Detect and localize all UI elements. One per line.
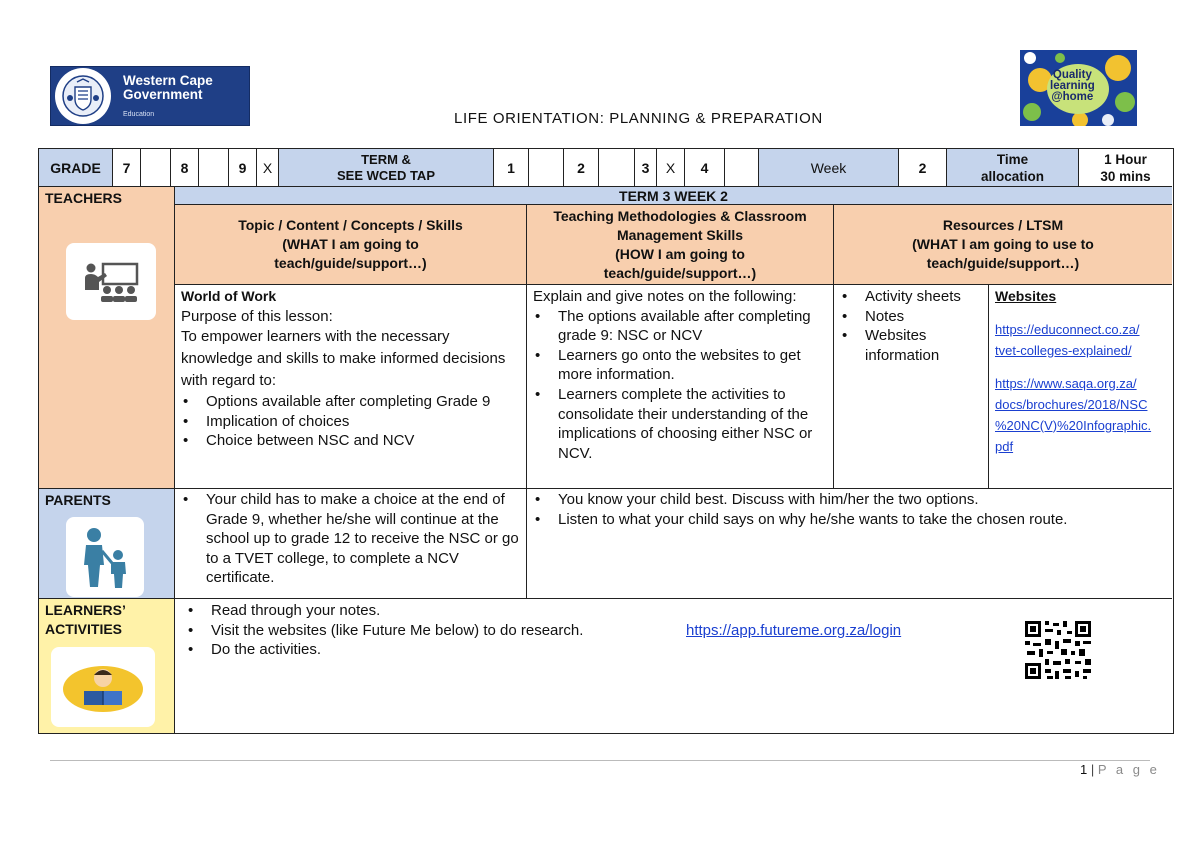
parents-bullet-list-2 [533,490,1166,529]
learners-bullet-list [186,601,1166,660]
saqa-link-line-2: docs/brochures/2018/NSC [995,396,1148,412]
grade-7-mark [141,149,171,187]
resources-header-line-3: teach/guide/support…) [926,255,1080,271]
time-value-line-1: 1 Hour [1104,151,1147,167]
list-item: • Notes [840,307,982,327]
topic-header-line-1: Topic / Content / Concepts / Skills [238,217,463,233]
parents-label: PARENTS [45,492,111,508]
week-value: 2 [899,149,947,187]
week-label: Week [759,149,899,187]
websites-cell [989,285,1172,489]
teachers-label: TEACHERS [45,190,123,206]
list-item: • Do the activities. [186,640,1166,660]
partner-logo-line-2: learning [1050,80,1095,92]
methods-intro: Explain and give notes on the following: [533,288,797,305]
learners-label-line-2: ACTIVITIES [45,621,123,637]
parent-child-icon [66,517,144,597]
list-item: • Your child has to make a choice at the end of Grade 9, whether he/she will continue at the school up to grade 12 to receive the NSC or go to a TVET college, to complete a NCV certificate. [181,490,520,588]
page-footer [1080,762,1160,777]
websites-title: Websites [995,288,1057,304]
reading-learner-icon [51,647,155,727]
partner-logo-line-3: @home [1051,91,1094,103]
time-allocation-label [947,149,1079,187]
logo-line-2: Government [123,86,203,102]
futureme-link[interactable]: https://app.futureme.org.za/login [686,621,902,639]
list-item: • Activity sheets [840,287,982,307]
term-1-mark [529,149,564,187]
page-separator: | [1090,762,1095,777]
resources-content-cell [834,285,989,489]
saqa-link[interactable] [995,373,1166,457]
methods-header-line-2: Management Skills [616,226,744,243]
term-4-mark [725,149,759,187]
qr-code-icon[interactable] [1023,619,1093,681]
saqa-link-line-1: https://www.saqa.org.za/ [995,375,1137,391]
list-item [186,621,1166,641]
list-item: • Implication of choices [181,412,520,432]
educonnect-link-line-2: tvet-colleges-explained/ [995,342,1132,358]
learners-row-label-cell [39,599,175,733]
visit-websites-text: Visit the websites (like Future Me below) to do research. [211,621,584,639]
learners-label-line-1: LEARNERS’ [45,602,126,618]
page-number: 1 [1080,762,1088,777]
topic-title: World of Work [181,288,277,304]
term-week-heading: TERM 3 WEEK 2 [175,187,1172,205]
methods-header-line-1: Teaching Methodologies & Classroom [553,207,807,224]
term-2-mark [599,149,635,187]
topic-bullet-list [181,392,520,451]
grade-9-number: 9 [229,149,257,187]
resources-header-line-1: Resources / LTSM [942,217,1064,233]
partner-logo-line-1: Quality [1052,69,1092,81]
quality-learning-at-home-logo [1020,50,1137,126]
resources-column-header [834,205,1172,285]
parents-guidance-cell [527,489,1172,599]
educonnect-link[interactable] [995,319,1166,361]
term-label-line-1: TERM & [361,151,411,167]
parents-info-cell [175,489,527,599]
list-item: • Learners go onto the websites to get more information. [533,346,827,385]
parents-bullet-list-1 [181,490,520,588]
document-title: LIFE ORIENTATION: PLANNING & PREPARATION [454,110,823,127]
term-3-number: 3 [635,149,657,187]
list-item: • You know your child best. Discuss with him/her the two options. [533,490,1166,510]
time-value-line-2: 30 mins [1100,168,1151,184]
planning-table [38,148,1174,734]
topic-content-cell [175,285,527,489]
logo-line-1: Western Cape [123,72,213,88]
learners-activities-cell [175,599,1172,733]
western-cape-government-logo [50,66,250,126]
term-1-number: 1 [494,149,529,187]
list-item: • Options available after completing Grade 9 [181,392,520,412]
coat-of-arms-icon [55,68,111,124]
list-item: • Listen to what your child says on why he/she wants to take the chosen route. [533,510,1166,530]
term-label-line-2: SEE WCED TAP [337,167,435,183]
list-item: • Learners complete the activities to consolidate their understanding of the implications of choosing either NSC or NCV. [533,385,827,463]
methods-bullet-list [533,307,827,464]
list-item: • The options available after completing grade 9: NSC or NCV [533,307,827,346]
time-allocation-value [1079,149,1172,187]
term-label [279,149,494,187]
resources-header-line-2: (WHAT I am going to use to [912,236,1094,252]
teachers-row-label-cell [39,187,175,489]
logo-line-3: Education [123,111,155,118]
term-4-number: 4 [685,149,725,187]
topic-intro: To empower learners with the necessary knowledge and skills to make informed decisions with regard to: [181,328,506,390]
methods-header-line-3: (HOW I am going to [615,245,745,262]
learners-label [39,599,174,641]
educonnect-link-line-1: https://educonnect.co.za/ [995,321,1140,337]
time-label-line-1: Time [996,151,1029,167]
teacher-classroom-icon [66,243,156,320]
grade-label: GRADE [39,149,113,187]
page-word: P a g e [1097,762,1160,777]
term-3-mark: X [657,149,685,187]
saqa-link-line-3: %20NC(V)%20Infographic. [995,417,1152,433]
parents-row-label-cell [39,489,175,599]
grade-7-number: 7 [113,149,141,187]
term-2-number: 2 [564,149,599,187]
topic-column-header [175,205,527,285]
list-item: • Read through your notes. [186,601,1166,621]
list-item: • Choice between NSC and NCV [181,431,520,451]
resources-bullet-list [840,287,982,365]
list-item: • Websites information [840,326,982,365]
saqa-link-line-4: pdf [995,438,1014,454]
grade-8-number: 8 [171,149,199,187]
time-label-line-2: allocation [980,168,1044,184]
topic-header-line-3: teach/guide/support…) [274,255,427,271]
footer-divider [50,760,1150,761]
topic-header-line-2: (WHAT I am going to [282,236,419,252]
grade-9-mark: X [257,149,279,187]
methods-column-header [527,205,834,285]
topic-purpose: Purpose of this lesson: [181,307,333,325]
methods-content-cell [527,285,834,489]
grade-8-mark [199,149,229,187]
methods-header-line-4: teach/guide/support…) [603,264,757,281]
